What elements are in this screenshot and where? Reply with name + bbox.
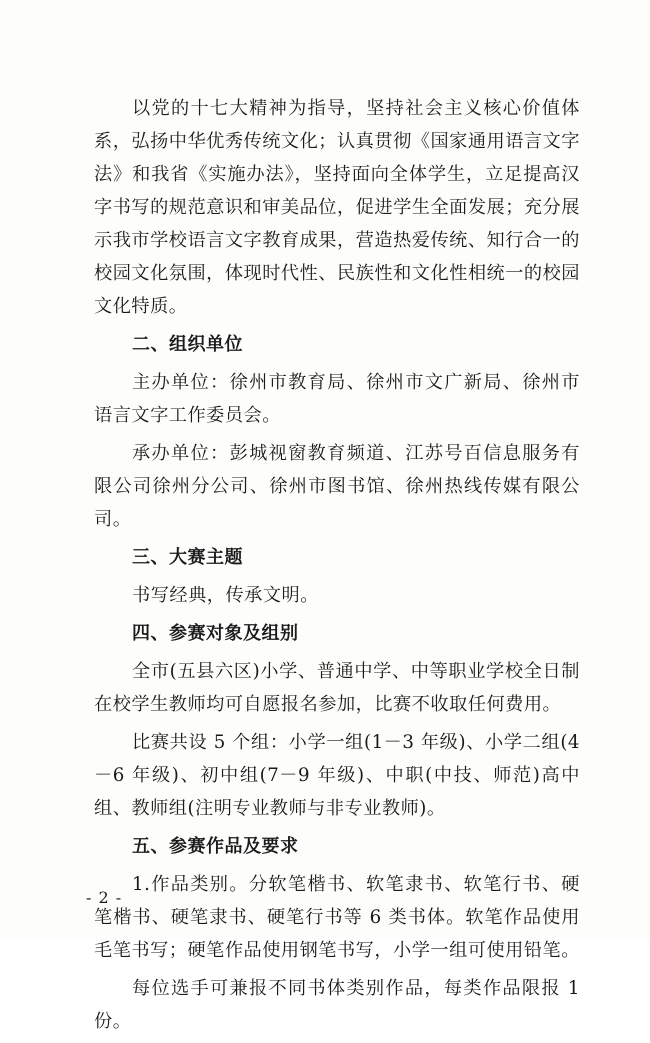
section-heading-theme: 三、大赛主题 bbox=[132, 547, 243, 568]
participants-paragraph: 全市(五县六区)小学、普通中学、中等职业学校全日制在校学生教师均可自愿报名参加，比赛不收取任何费用。 bbox=[94, 661, 580, 715]
page-number: - 2 - bbox=[86, 888, 123, 907]
section-heading-participants: 四、参赛对象及组别 bbox=[132, 623, 299, 644]
theme-paragraph: 书写经典，传承文明。 bbox=[132, 585, 319, 606]
organizer-units-paragraph: 承办单位：彭城视窗教育频道、江苏号百信息服务有限公司徐州分公司、徐州市图书馆、徐州热线传媒有限公司。 bbox=[94, 443, 580, 530]
document-body bbox=[94, 92, 580, 1043]
section-heading-organizers: 二、组织单位 bbox=[132, 334, 243, 355]
groups-paragraph: 比赛共设 5 个组：小学一组(1－3 年级)、小学二组(4－6 年级)、初中组(7－9 年级)、中职(中技、师范)高中组、教师组(注明专业教师与非专业教师)。 bbox=[94, 732, 580, 819]
section-heading-works: 五、参赛作品及要求 bbox=[132, 836, 299, 857]
submission-limit-paragraph: 每位选手可兼报不同书体类别作品，每类作品限报 1 份。 bbox=[94, 978, 580, 1032]
work-categories-paragraph: 1.作品类别。分软笔楷书、软笔隶书、软笔行书、硬笔楷书、硬笔隶书、硬笔行书等 6 类书体。软笔作品使用毛笔书写；硬笔作品使用钢笔书写，小学一组可使用铅笔。 bbox=[94, 874, 580, 961]
host-units-paragraph: 主办单位：徐州市教育局、徐州市文广新局、徐州市语言文字工作委员会。 bbox=[94, 372, 580, 426]
guiding-principle-paragraph: 以党的十七大精神为指导，坚持社会主义核心价值体系，弘扬中华优秀传统文化；认真贯彻《国家通用语言文字法》和我省《实施办法》，坚持面向全体学生，立足提高汉字书写的规范意识和审美品位，促进学生全面发展；充分展示我市学校语言文字教育成果，营造热爱传统、知行合一的校园文化氛围，体现时代性、民族性和文化性相统一的校园文化特质。 bbox=[94, 98, 580, 317]
